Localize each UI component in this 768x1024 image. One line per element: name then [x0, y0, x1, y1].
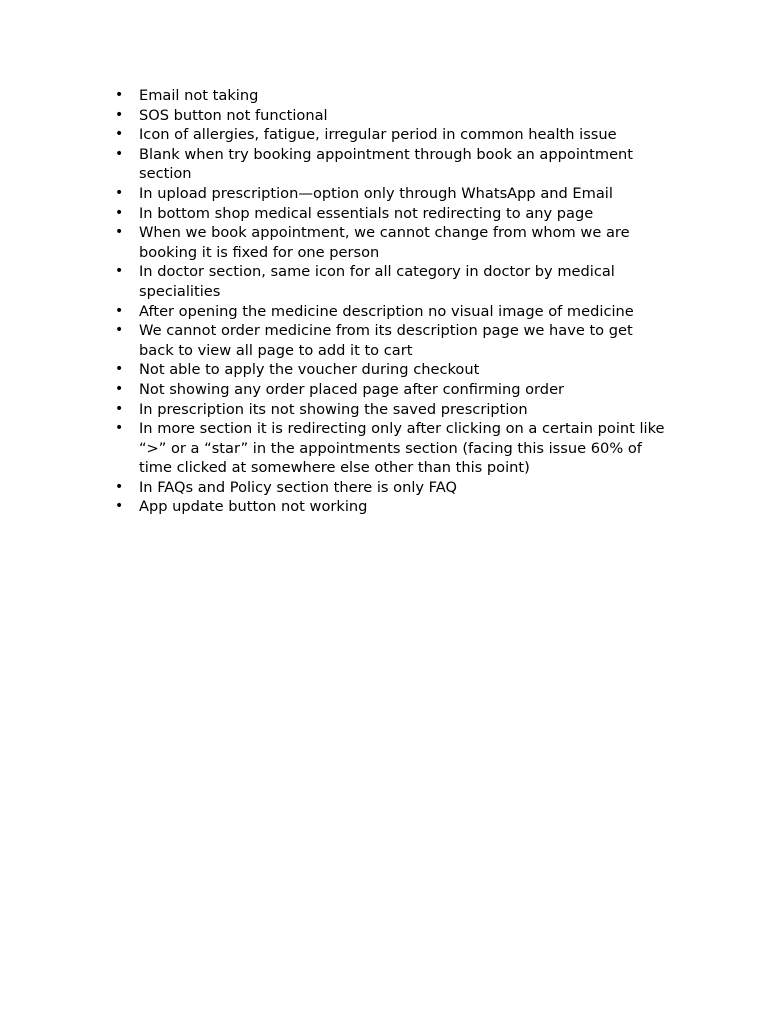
list-item-text: SOS button not functional — [139, 106, 328, 124]
bullet-icon: • — [115, 380, 124, 397]
list-item-text: In more section it is redirecting only after clicking on a certain point like “>” or a “star” in the appointments section (facing this issue 60% of time clicked at somewhere else other than this point) — [139, 420, 665, 477]
list-item — [110, 184, 670, 204]
bullet-icon: • — [115, 478, 124, 495]
list-item — [110, 145, 670, 184]
issue-bullet-list — [110, 86, 670, 517]
list-item — [110, 400, 670, 420]
list-item-text: Icon of allergies, fatigue, irregular period in common health issue — [139, 126, 617, 144]
list-item — [110, 478, 670, 498]
list-item — [110, 204, 670, 224]
bullet-icon: • — [115, 87, 124, 103]
list-item-text: In prescription its not showing the saved prescription — [139, 400, 528, 418]
list-item-text: After opening the medicine description no visual image of medicine — [139, 302, 634, 320]
list-item — [110, 497, 670, 517]
list-item-text: In upload prescription—option only through WhatsApp and Email — [139, 184, 613, 202]
bullet-icon: • — [115, 126, 124, 143]
bullet-icon: • — [115, 263, 124, 280]
list-item-text: App update button not working — [139, 498, 368, 516]
bullet-icon: • — [115, 184, 124, 201]
list-item — [110, 262, 670, 301]
bullet-icon: • — [115, 420, 124, 437]
list-item — [110, 321, 670, 360]
bullet-icon: • — [115, 145, 124, 162]
list-item — [110, 223, 670, 262]
list-item — [110, 380, 670, 400]
list-item — [110, 419, 670, 478]
list-item-text: Email not taking — [139, 87, 259, 104]
bullet-icon: • — [115, 302, 124, 319]
list-item-text: When we book appointment, we cannot change from whom we are booking it is fixed for one person — [139, 224, 630, 261]
bullet-icon: • — [115, 400, 124, 417]
bullet-icon: • — [115, 204, 124, 221]
list-item — [110, 360, 670, 380]
bullet-icon: • — [115, 106, 124, 123]
bullet-icon: • — [115, 224, 124, 241]
list-item — [110, 86, 670, 106]
list-item-text: Not showing any order placed page after confirming order — [139, 380, 565, 398]
list-item-text: Blank when try booking appointment through book an appointment section — [139, 145, 634, 183]
list-item-text: In doctor section, same icon for all category in doctor by medical specialities — [139, 263, 615, 300]
list-item-text: In bottom shop medical essentials not redirecting to any page — [139, 204, 594, 222]
list-item-text: In FAQs and Policy section there is only FAQ — [139, 478, 457, 496]
list-item — [110, 302, 670, 322]
list-item — [110, 106, 670, 126]
bullet-icon: • — [115, 322, 124, 339]
list-item-text: Not able to apply the voucher during checkout — [139, 361, 480, 379]
list-item-text: We cannot order medicine from its description page we have to get back to view all page to add it to cart — [139, 322, 633, 359]
bullet-icon: • — [115, 498, 124, 515]
list-item — [110, 125, 670, 145]
bullet-icon: • — [115, 361, 124, 378]
